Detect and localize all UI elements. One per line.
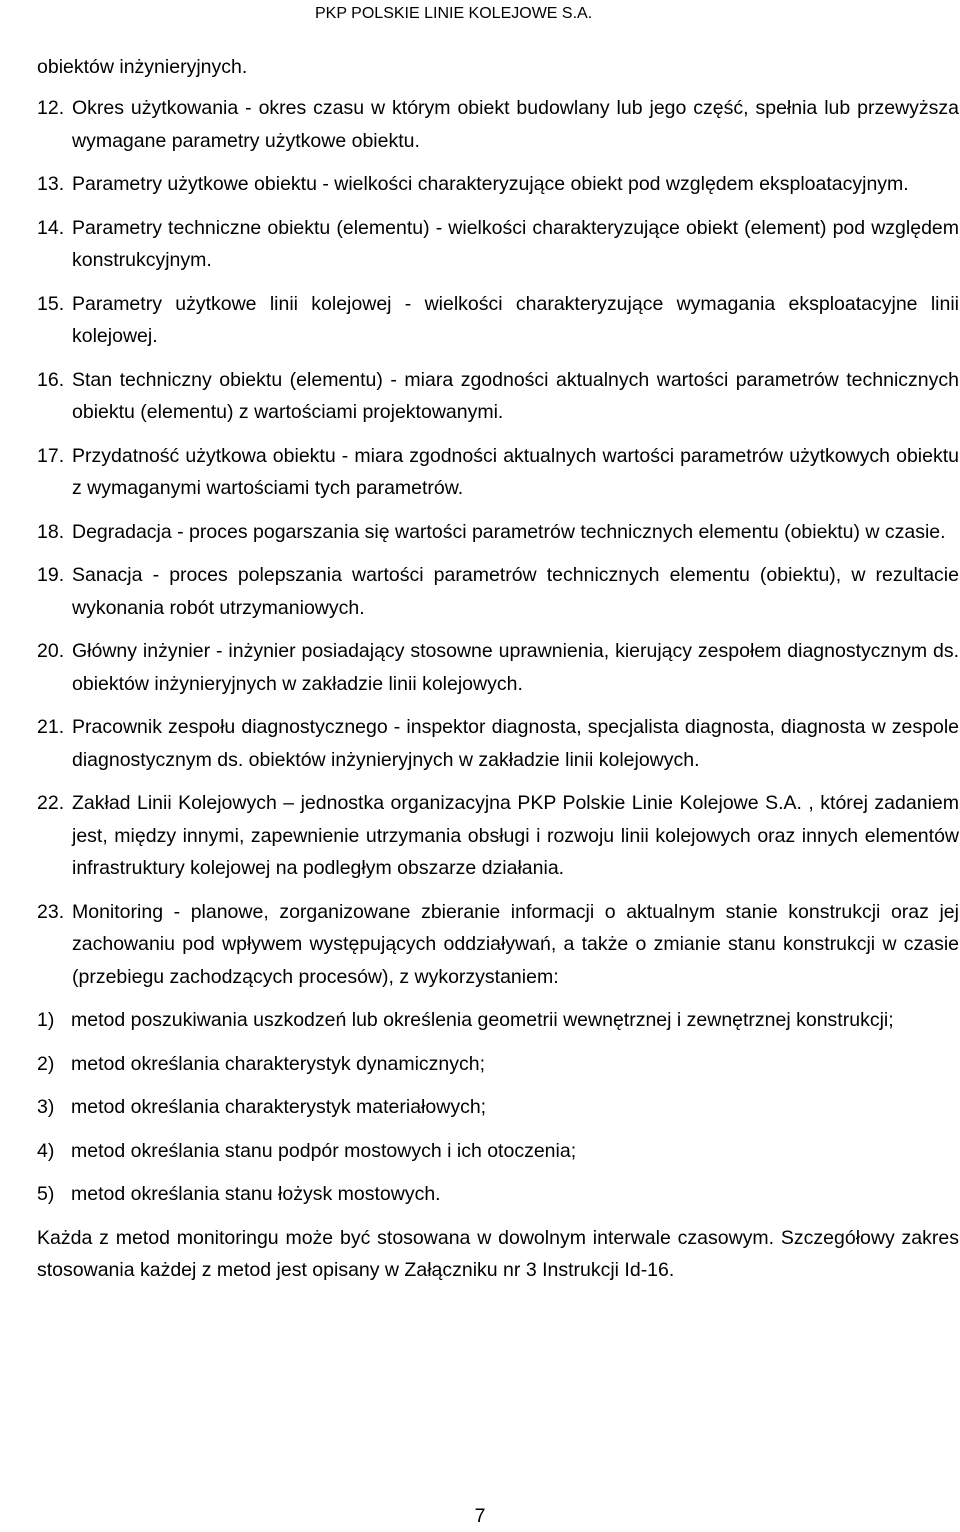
item-text: Zakład Linii Kolejowych – jednostka organizacyjna PKP Polskie Linie Kolejowe S.A. , której zadaniem jest, między innymi, zapewnienie utrzymania obsługi i rozwoju linii kolejowych oraz innych elementów infrastruktury kolejowej na podległym obszarze działania. [72, 792, 959, 879]
list-item [37, 92, 959, 157]
list-item [37, 440, 959, 505]
item-number: 20. [37, 640, 65, 662]
closing-paragraph: Każda z metod monitoringu może być stosowana w dowolnym interwale czasowym. Szczegółowy zakres stosowania każdej z metod jest opisany w Załączniku nr 3 Instrukcji Id-16. [37, 1226, 959, 1281]
list-item [37, 559, 959, 624]
item-number: 15. [37, 292, 65, 315]
sub-list-item [37, 1178, 959, 1211]
sub-item-text: metod określania charakterystyk dynamicznych; [71, 1052, 486, 1075]
sub-item-number: 4) [37, 1139, 55, 1162]
list-item [37, 516, 959, 549]
continuation-line: obiektów inżynieryjnych. [37, 56, 248, 78]
item-text: Monitoring - planowe, zorganizowane zbieranie informacji o aktualnym stanie konstrukcji oraz jej zachowaniu pod wpływem występujących oddziaływań, a także o zmianie stanu konstrukcji w czasie (przebiegu zachodzących procesów), z wykorzystaniem: [72, 900, 959, 988]
item-text: Pracownik zespołu diagnostycznego - inspektor diagnosta, specjalista diagnosta, diagnosta w zespole diagnostycznym ds. obiektów inżynieryjnych w zakładzie linii kolejowych. [72, 716, 959, 771]
item-number: 22. [37, 792, 65, 814]
sub-item-text: metod poszukiwania uszkodzeń lub określenia geometrii wewnętrznej i zewnętrznej konstrukcji; [71, 1009, 894, 1031]
item-number: 21. [37, 716, 65, 738]
list-item [37, 787, 959, 885]
item-number: 17. [37, 444, 65, 467]
sub-list-item [37, 1004, 959, 1037]
list-item [37, 212, 959, 277]
sub-item-number: 5) [37, 1183, 55, 1205]
sub-list-item [37, 1135, 959, 1168]
list-item [37, 288, 959, 353]
item-number: 12. [37, 97, 65, 119]
item-text: Parametry użytkowe obiektu - wielkości charakteryzujące obiekt pod względem eksploatacyjnym. [72, 173, 909, 195]
item-text: Parametry użytkowe linii kolejowej - wielkości charakteryzujące wymagania eksploatacyjne linii kolejowej. [72, 292, 959, 347]
item-number: 18. [37, 520, 65, 543]
sub-item-text: metod określania stanu łożysk mostowych. [71, 1183, 441, 1205]
list-item [37, 635, 959, 700]
list-item [37, 896, 959, 994]
page-number: 7 [474, 1505, 486, 1527]
item-number: 13. [37, 173, 65, 195]
sub-item-number: 2) [37, 1052, 55, 1075]
item-number: 14. [37, 216, 65, 239]
sub-item-text: metod określania charakterystyk materiałowych; [71, 1096, 487, 1118]
item-text: Okres użytkowania - okres czasu w którym obiekt budowlany lub jego część, spełnia lub przewyższa wymagane parametry użytkowe obiektu. [72, 97, 959, 152]
sub-list-item [37, 1091, 959, 1124]
sub-item-number: 3) [37, 1096, 55, 1118]
item-text: Degradacja - proces pogarszania się wartości parametrów technicznych elementu (obiektu) w czasie. [72, 520, 946, 543]
item-text: Przydatność użytkowa obiektu - miara zgodności aktualnych wartości parametrów użytkowych obiektu z wymaganymi wartościami tych parametrów. [72, 444, 959, 499]
list-item [37, 364, 959, 429]
page-header: PKP POLSKIE LINIE KOLEJOWE S.A. [315, 5, 593, 22]
list-item [37, 711, 959, 776]
sub-list-item [37, 1048, 959, 1081]
item-number: 23. [37, 900, 65, 923]
list-item [37, 168, 959, 201]
item-text: Główny inżynier - inżynier posiadający stosowne uprawnienia, kierujący zespołem diagnostycznym ds. obiektów inżynieryjnych w zakładzie linii kolejowych. [72, 640, 959, 695]
sub-item-text: metod określania stanu podpór mostowych i ich otoczenia; [71, 1139, 577, 1162]
item-number: 19. [37, 564, 65, 586]
item-text: Stan techniczny obiektu (elementu) - miara zgodności aktualnych wartości parametrów technicznych obiektu (elementu) z wartościami projektowanymi. [72, 368, 959, 423]
item-text: Sanacja - proces polepszania wartości parametrów technicznych elementu (obiektu), w rezultacie wykonania robót utrzymaniowych. [72, 564, 959, 619]
sub-item-number: 1) [37, 1009, 55, 1031]
item-number: 16. [37, 368, 65, 391]
item-text: Parametry techniczne obiektu (elementu) - wielkości charakteryzujące obiekt (element) pod względem konstrukcyjnym. [72, 216, 959, 271]
definitions-list [37, 92, 959, 1287]
